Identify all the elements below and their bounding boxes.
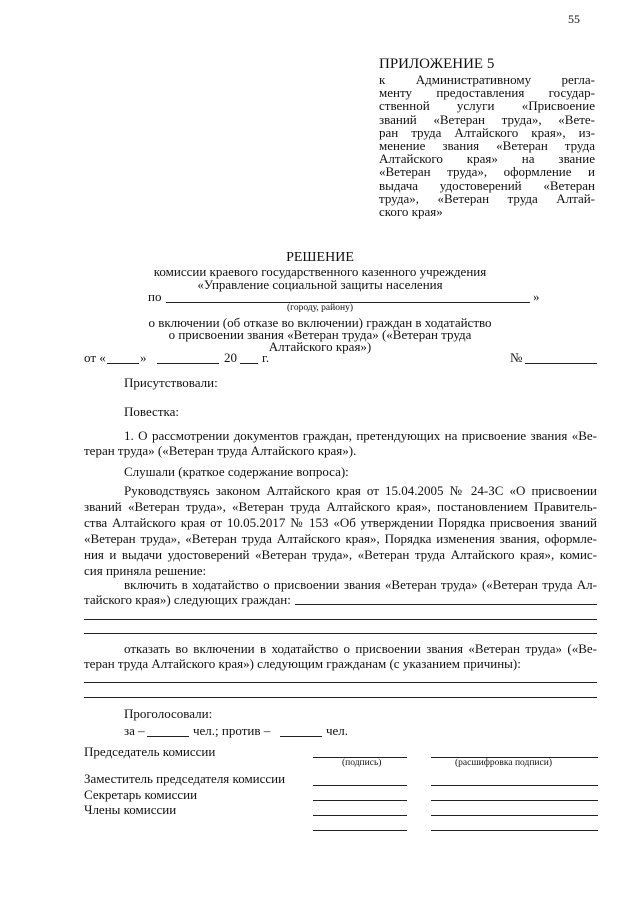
institution-line: «Управление социальной защиты населения [197, 277, 443, 292]
year-prefix: 20 [224, 350, 237, 365]
commission-line: комиссии краевого государственного казенного учреждения [153, 264, 487, 279]
include-blank-line-1 [295, 604, 597, 605]
year-blank-line [240, 363, 258, 364]
decoding-caption: (расшифровка подписи) [455, 758, 552, 768]
deputy-label: Заместитель председателя комиссии [84, 771, 286, 786]
member-decoding-line-1 [431, 815, 598, 816]
refuse-line-1: отказать во включении в ходатайство о присвоении звания «Ветеран труда» («Ве- [124, 641, 597, 656]
include-line-2: тайского края») следующих граждан: [84, 592, 291, 607]
appendix-line: менение звания «Ветеран труда [379, 137, 595, 153]
decision-basis-last-line: сия приняла решение: [84, 563, 207, 578]
refuse-blank-line-1 [84, 682, 597, 683]
include-line-1: включить в ходатайство о присвоении звания «Ветеран труда» («Ветеран труда Ал- [124, 577, 597, 592]
appendix-line: менту предоставления государ- [379, 85, 595, 101]
chairman-label: Председатель комиссии [84, 744, 216, 759]
appendix-line: к Административному регла- [379, 72, 595, 87]
present-label: Присутствовали: [124, 375, 218, 390]
deputy-decoding-line [431, 785, 598, 786]
day-blank-line [107, 363, 139, 364]
refuse-blank-line-2 [84, 697, 597, 698]
agenda-item-line-2: теран труда» («Ветеран труда Алтайского края»). [84, 443, 357, 458]
inclusion-line: о включении (об отказе во включении) граждан в ходатайство [148, 315, 492, 330]
year-suffix: г. [262, 350, 270, 365]
decision-basis-line: «Ветеран труда», «Ветеран труда Алтайского края», Порядка изменения звания, оформле- [84, 531, 597, 546]
votes-against-blank [280, 736, 322, 737]
votes-against-unit: чел. [326, 723, 349, 738]
votes-for-unit: чел.; против – [193, 723, 271, 738]
appendix-line: Алтайского края» на звание [379, 151, 595, 167]
decision-title: РЕШЕНИЕ [286, 250, 354, 265]
number-blank-line [525, 363, 597, 364]
member-signature-line-2 [313, 830, 407, 831]
appendix-line: «Ветеран труда», оформление и [379, 164, 595, 180]
member-decoding-line-2 [431, 830, 598, 831]
votes-for-blank [147, 736, 189, 737]
member-signature-line-1 [313, 815, 407, 816]
page-number: 55 [568, 12, 580, 26]
appendix-line: труда», «Ветеран труда Алтай- [379, 190, 595, 206]
appendix-line: ственной услуги «Присвоение [379, 98, 595, 114]
secretary-label: Секретарь комиссии [84, 787, 198, 802]
secretary-decoding-line [431, 800, 598, 801]
appendix-line: ского края» [379, 203, 443, 219]
decision-basis-line: ния и выдачи удостоверений «Ветеран труда», «Ветеран труда Алтайского края», комис- [84, 547, 597, 562]
appendix-text [379, 72, 595, 217]
include-blank-line-2 [84, 619, 597, 620]
deputy-signature-line [313, 785, 407, 786]
date-from: от « [84, 350, 106, 365]
month-blank-line [157, 363, 219, 364]
decision-basis-line: званий «Ветеран труда», «Ветеран труда Алтайского края», постановлением Правитель- [84, 499, 597, 514]
refuse-line-2: теран труда Алтайского края») следующим гражданам (с указанием причины): [84, 656, 521, 671]
secretary-signature-line [313, 800, 407, 801]
voted-label: Проголосовали: [124, 706, 213, 721]
decision-basis-line: ства Алтайского края от 10.05.2017 № 153 «Об утверждении Порядка присвоения званий [84, 515, 597, 530]
title-line-2: Алтайского края») [268, 339, 372, 354]
agenda-item-line-1: 1. О рассмотрении документов граждан, претендующих на присвоение звания «Ве- [124, 428, 597, 443]
appendix-line: выдача удостоверений «Ветеран [379, 177, 595, 193]
agenda-label: Повестка: [124, 404, 179, 419]
heard-label: Слушали (краткое содержание вопроса): [124, 464, 349, 479]
po-suffix: » [533, 289, 540, 304]
title-line: о присвоении звания «Ветеран труда» («Ветеран труда [168, 327, 472, 342]
votes-for-label: за – [124, 723, 145, 738]
appendix-line: ран труда Алтайского края», из- [379, 124, 595, 140]
members-label: Члены комиссии [84, 802, 177, 817]
number-sign: № [510, 350, 523, 365]
include-blank-line-3 [84, 633, 597, 634]
district-caption: (городу, району) [287, 303, 353, 313]
day-close: » [140, 350, 147, 365]
po-prefix: по [148, 289, 162, 304]
appendix-line: званий «Ветеран труда», «Вете- [379, 111, 595, 127]
signature-caption: (подпись) [342, 758, 382, 768]
appendix-title: ПРИЛОЖЕНИЕ 5 [379, 56, 495, 72]
decision-basis-line: Руководствуясь законом Алтайского края от 15.04.2005 № 24-ЗС «О присвоении [124, 483, 597, 498]
